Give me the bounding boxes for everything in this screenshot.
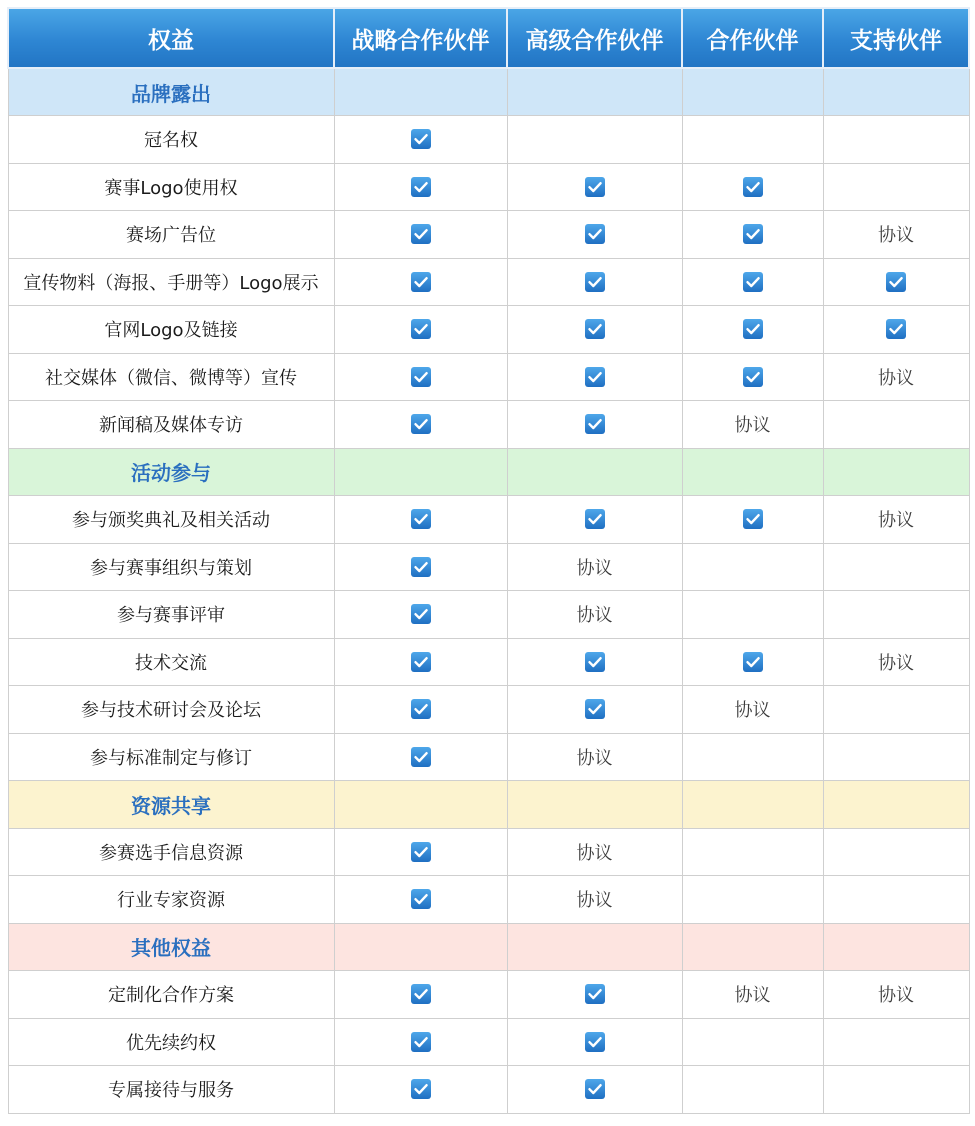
checkbox-checked-icon	[584, 413, 606, 435]
check-cell	[507, 1018, 682, 1066]
section-empty-cell	[823, 68, 969, 116]
empty-cell	[823, 1018, 969, 1066]
section-empty-cell	[507, 448, 682, 496]
check-cell	[682, 258, 823, 306]
benefit-name: 定制化合作方案	[8, 971, 334, 1019]
section-empty-cell	[682, 781, 823, 829]
section-title: 品牌露出	[8, 68, 334, 116]
benefit-name: 社交媒体（微信、微博等）宣传	[8, 353, 334, 401]
benefit-name: 冠名权	[8, 116, 334, 164]
empty-cell	[823, 1066, 969, 1114]
empty-cell	[823, 686, 969, 734]
check-cell	[682, 306, 823, 354]
empty-cell	[682, 876, 823, 924]
table-row	[8, 733, 969, 781]
section-empty-cell	[507, 781, 682, 829]
empty-cell	[823, 543, 969, 591]
section-empty-cell	[334, 923, 507, 971]
checkbox-checked-icon	[584, 983, 606, 1005]
table-row	[8, 686, 969, 734]
check-cell	[507, 258, 682, 306]
section-empty-cell	[823, 448, 969, 496]
check-cell	[682, 496, 823, 544]
section-title: 活动参与	[8, 448, 334, 496]
checkbox-checked-icon	[885, 318, 907, 340]
table-row	[8, 543, 969, 591]
section-empty-cell	[507, 923, 682, 971]
check-cell	[507, 686, 682, 734]
negotiable-cell: 协议	[823, 971, 969, 1019]
benefit-name: 赛场广告位	[8, 211, 334, 259]
header-strategic-partner: 战略合作伙伴	[334, 8, 507, 68]
checkbox-checked-icon	[410, 366, 432, 388]
table-row	[8, 1066, 969, 1114]
empty-cell	[682, 543, 823, 591]
checkbox-checked-icon	[584, 508, 606, 530]
checkbox-checked-icon	[410, 508, 432, 530]
table-row	[8, 211, 969, 259]
check-cell	[334, 591, 507, 639]
checkbox-checked-icon	[885, 271, 907, 293]
empty-cell	[823, 828, 969, 876]
checkbox-checked-icon	[742, 508, 764, 530]
negotiable-cell: 协议	[682, 401, 823, 449]
empty-cell	[682, 1066, 823, 1114]
benefit-name: 参与标准制定与修订	[8, 733, 334, 781]
check-cell	[507, 496, 682, 544]
check-cell	[334, 163, 507, 211]
table-row	[8, 591, 969, 639]
section-empty-cell	[507, 68, 682, 116]
checkbox-checked-icon	[742, 271, 764, 293]
checkbox-checked-icon	[742, 223, 764, 245]
benefit-name: 新闻稿及媒体专访	[8, 401, 334, 449]
checkbox-checked-icon	[742, 651, 764, 673]
checkbox-checked-icon	[584, 176, 606, 198]
negotiable-cell: 协议	[823, 211, 969, 259]
benefit-name: 参赛选手信息资源	[8, 828, 334, 876]
table-header-row	[8, 8, 969, 68]
empty-cell	[682, 733, 823, 781]
check-cell	[682, 353, 823, 401]
section-empty-cell	[334, 68, 507, 116]
header-support-partner: 支持伙伴	[823, 8, 969, 68]
benefit-name: 技术交流	[8, 638, 334, 686]
negotiable-cell: 协议	[507, 591, 682, 639]
section-empty-cell	[823, 781, 969, 829]
checkbox-checked-icon	[742, 318, 764, 340]
check-cell	[334, 306, 507, 354]
empty-cell	[823, 116, 969, 164]
header-senior-partner: 高级合作伙伴	[507, 8, 682, 68]
benefit-name: 专属接待与服务	[8, 1066, 334, 1114]
negotiable-cell: 协议	[823, 353, 969, 401]
checkbox-checked-icon	[584, 271, 606, 293]
table-row	[8, 306, 969, 354]
empty-cell	[682, 828, 823, 876]
section-empty-cell	[823, 923, 969, 971]
checkbox-checked-icon	[410, 746, 432, 768]
checkbox-checked-icon	[410, 128, 432, 150]
checkbox-checked-icon	[410, 983, 432, 1005]
benefit-name: 官网Logo及链接	[8, 306, 334, 354]
check-cell	[334, 876, 507, 924]
section-empty-cell	[682, 923, 823, 971]
empty-cell	[823, 163, 969, 211]
check-cell	[682, 163, 823, 211]
benefits-table-container	[7, 7, 970, 1114]
negotiable-cell: 协议	[823, 638, 969, 686]
negotiable-cell: 协议	[507, 733, 682, 781]
negotiable-cell: 协议	[823, 496, 969, 544]
negotiable-cell: 协议	[507, 828, 682, 876]
section-empty-cell	[682, 68, 823, 116]
negotiable-cell: 协议	[507, 543, 682, 591]
empty-cell	[682, 116, 823, 164]
benefits-table	[7, 7, 970, 1114]
table-row	[8, 971, 969, 1019]
checkbox-checked-icon	[410, 556, 432, 578]
table-body	[8, 68, 969, 1113]
check-cell	[823, 306, 969, 354]
check-cell	[507, 638, 682, 686]
check-cell	[334, 258, 507, 306]
table-row	[8, 401, 969, 449]
checkbox-checked-icon	[410, 651, 432, 673]
check-cell	[334, 686, 507, 734]
checkbox-checked-icon	[742, 176, 764, 198]
empty-cell	[823, 733, 969, 781]
check-cell	[334, 496, 507, 544]
benefit-name: 参与技术研讨会及论坛	[8, 686, 334, 734]
check-cell	[507, 163, 682, 211]
check-cell	[507, 401, 682, 449]
checkbox-checked-icon	[410, 176, 432, 198]
negotiable-cell: 协议	[507, 876, 682, 924]
checkbox-checked-icon	[410, 318, 432, 340]
table-row	[8, 116, 969, 164]
checkbox-checked-icon	[584, 223, 606, 245]
check-cell	[334, 638, 507, 686]
table-row	[8, 258, 969, 306]
benefit-name: 宣传物料（海报、手册等）Logo展示	[8, 258, 334, 306]
benefit-name: 行业专家资源	[8, 876, 334, 924]
section-row	[8, 781, 969, 829]
section-empty-cell	[334, 448, 507, 496]
check-cell	[507, 353, 682, 401]
check-cell	[334, 971, 507, 1019]
check-cell	[334, 733, 507, 781]
benefit-name: 赛事Logo使用权	[8, 163, 334, 211]
header-partner: 合作伙伴	[682, 8, 823, 68]
empty-cell	[823, 876, 969, 924]
check-cell	[334, 401, 507, 449]
negotiable-cell: 协议	[682, 971, 823, 1019]
check-cell	[334, 543, 507, 591]
checkbox-checked-icon	[584, 366, 606, 388]
checkbox-checked-icon	[410, 413, 432, 435]
benefit-name: 参与颁奖典礼及相关活动	[8, 496, 334, 544]
checkbox-checked-icon	[410, 1031, 432, 1053]
checkbox-checked-icon	[584, 651, 606, 673]
empty-cell	[823, 401, 969, 449]
section-title: 其他权益	[8, 923, 334, 971]
check-cell	[507, 306, 682, 354]
checkbox-checked-icon	[410, 271, 432, 293]
header-benefit: 权益	[8, 8, 334, 68]
checkbox-checked-icon	[410, 223, 432, 245]
section-empty-cell	[682, 448, 823, 496]
table-row	[8, 876, 969, 924]
section-row	[8, 448, 969, 496]
table-row	[8, 828, 969, 876]
section-empty-cell	[334, 781, 507, 829]
check-cell	[507, 1066, 682, 1114]
empty-cell	[507, 116, 682, 164]
benefit-name: 参与赛事组织与策划	[8, 543, 334, 591]
check-cell	[334, 116, 507, 164]
checkbox-checked-icon	[584, 698, 606, 720]
section-row	[8, 68, 969, 116]
checkbox-checked-icon	[584, 1078, 606, 1100]
check-cell	[823, 258, 969, 306]
check-cell	[507, 211, 682, 259]
negotiable-cell: 协议	[682, 686, 823, 734]
check-cell	[334, 828, 507, 876]
section-title: 资源共享	[8, 781, 334, 829]
check-cell	[334, 211, 507, 259]
checkbox-checked-icon	[584, 1031, 606, 1053]
check-cell	[334, 1066, 507, 1114]
check-cell	[682, 638, 823, 686]
checkbox-checked-icon	[410, 841, 432, 863]
table-row	[8, 1018, 969, 1066]
table-row	[8, 496, 969, 544]
section-row	[8, 923, 969, 971]
check-cell	[334, 1018, 507, 1066]
check-cell	[682, 211, 823, 259]
empty-cell	[682, 591, 823, 639]
table-row	[8, 638, 969, 686]
table-row	[8, 163, 969, 211]
checkbox-checked-icon	[410, 1078, 432, 1100]
checkbox-checked-icon	[584, 318, 606, 340]
empty-cell	[682, 1018, 823, 1066]
checkbox-checked-icon	[742, 366, 764, 388]
empty-cell	[823, 591, 969, 639]
check-cell	[334, 353, 507, 401]
checkbox-checked-icon	[410, 698, 432, 720]
checkbox-checked-icon	[410, 888, 432, 910]
check-cell	[507, 971, 682, 1019]
benefit-name: 参与赛事评审	[8, 591, 334, 639]
checkbox-checked-icon	[410, 603, 432, 625]
table-row	[8, 353, 969, 401]
benefit-name: 优先续约权	[8, 1018, 334, 1066]
